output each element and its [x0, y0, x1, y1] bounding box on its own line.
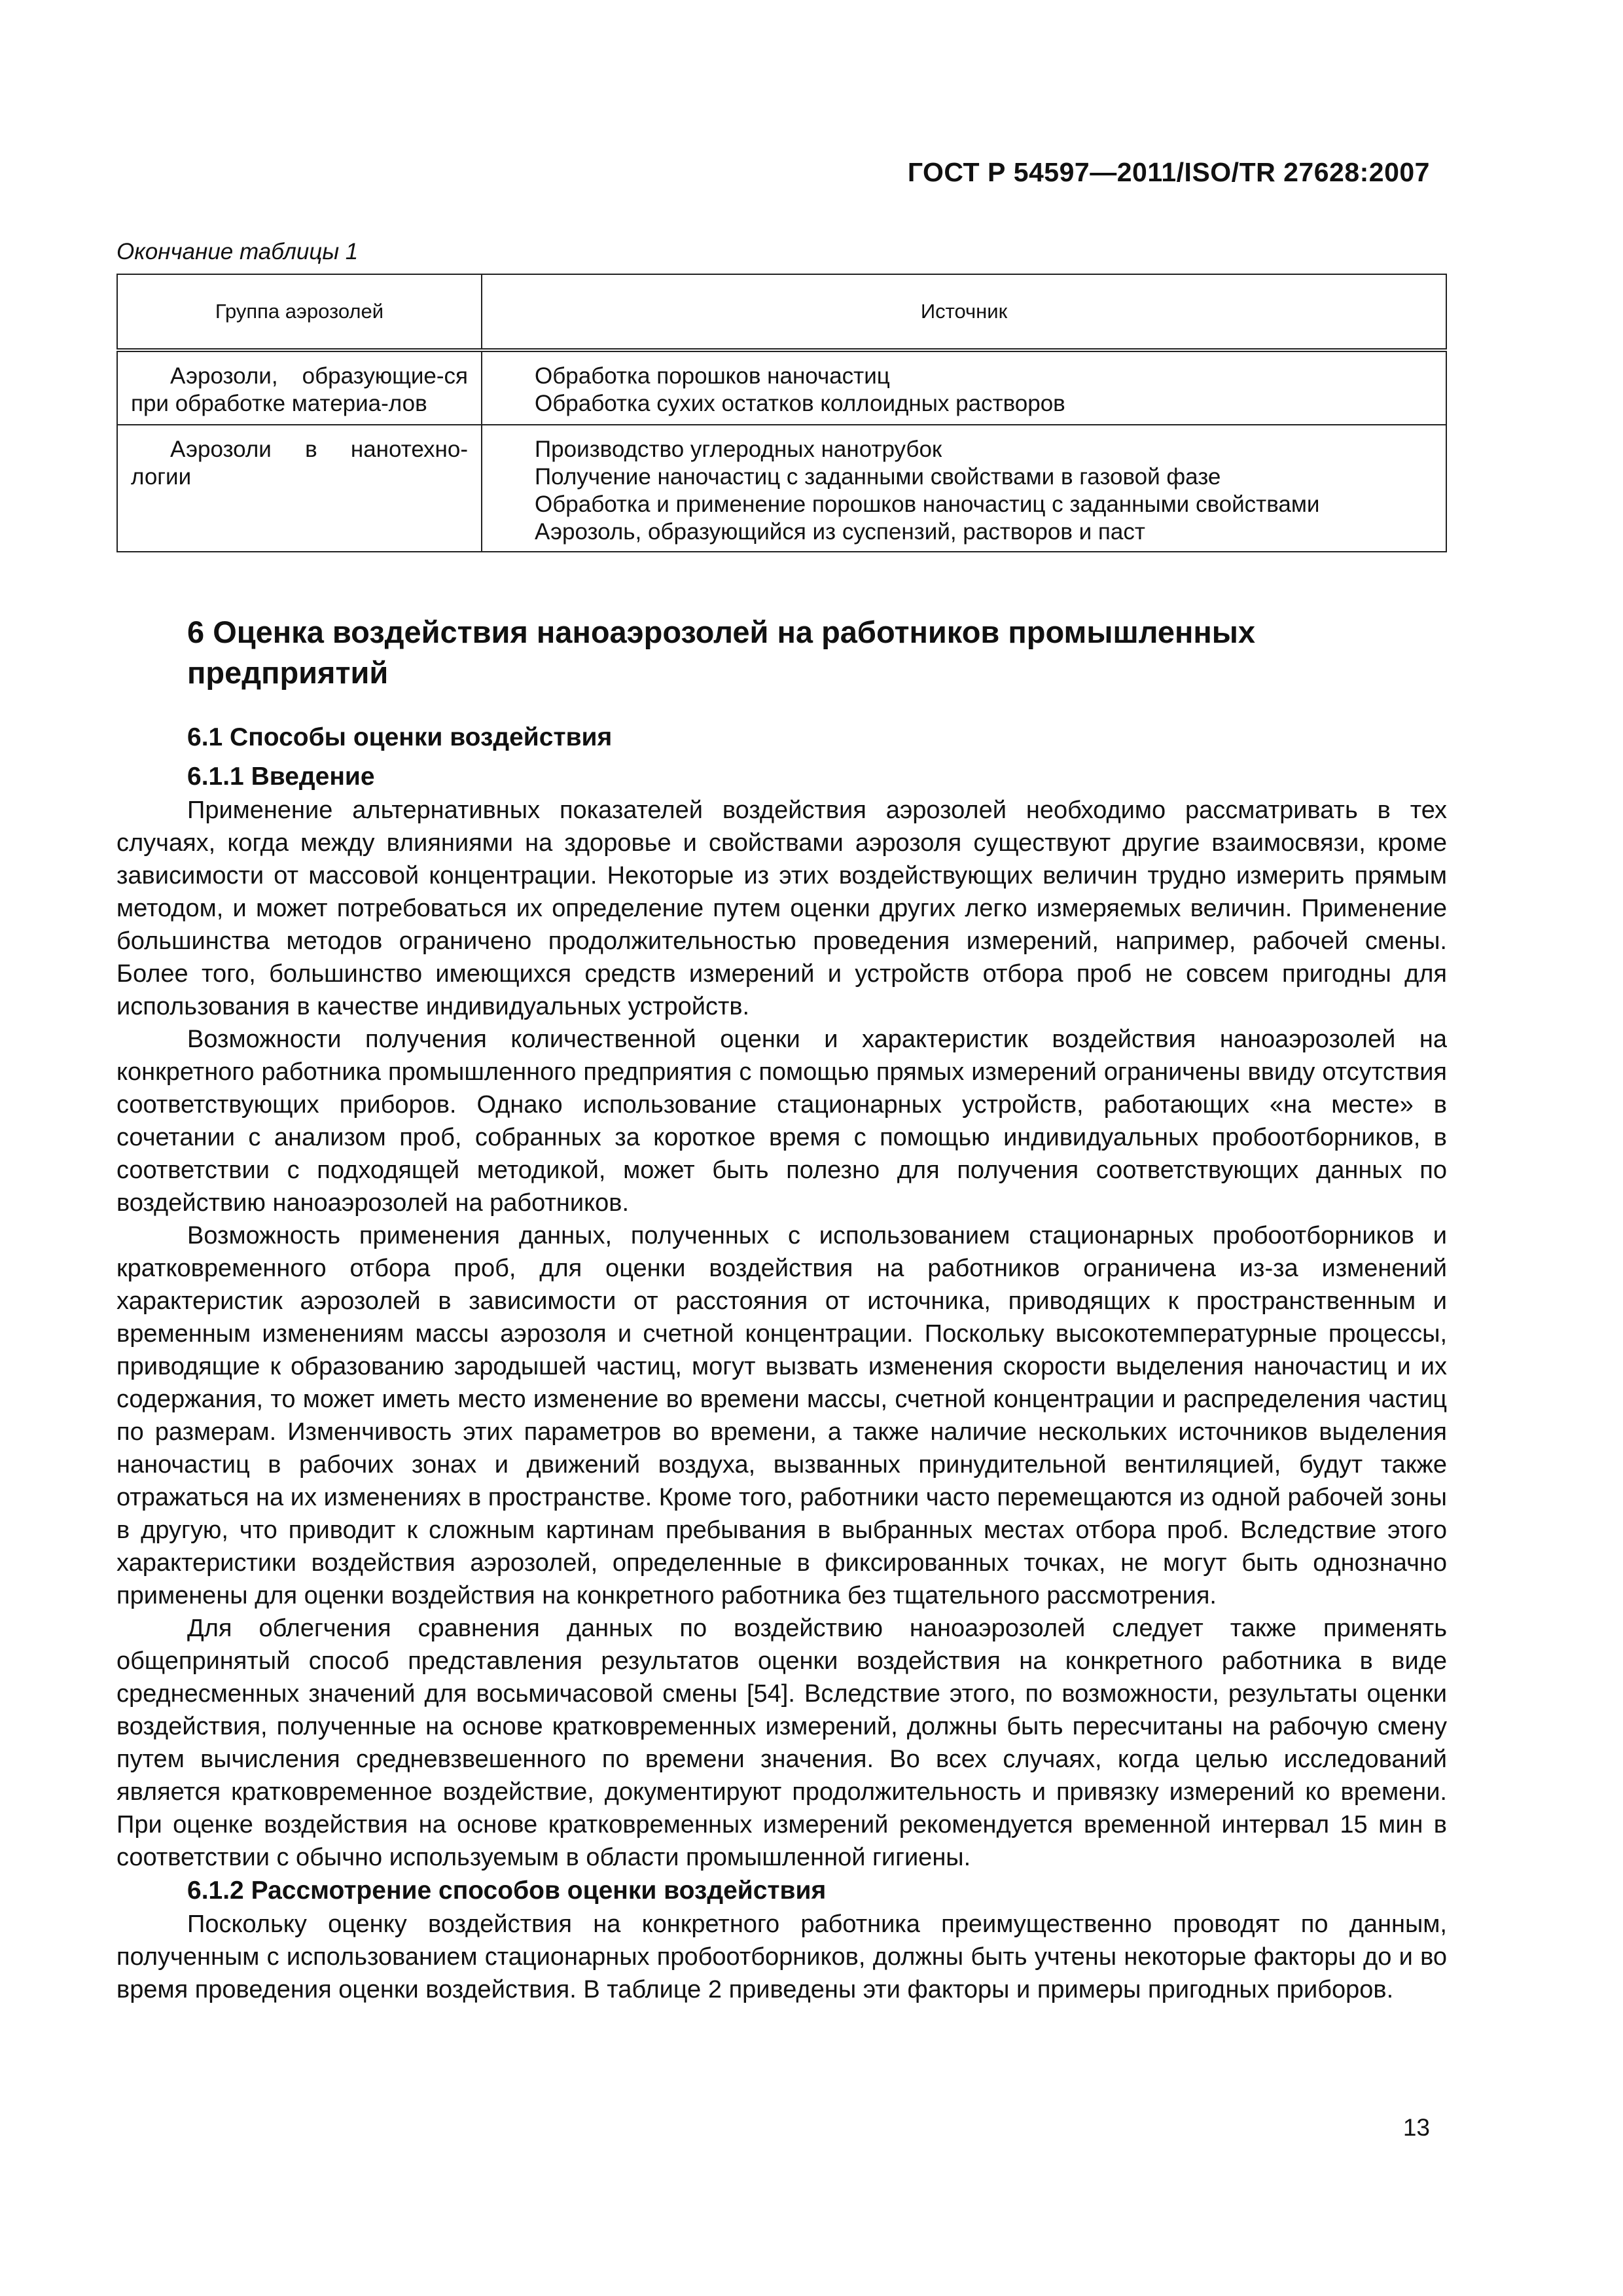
- source-line: Получение наночастиц с заданными свойствами в газовой фазе: [535, 464, 1221, 490]
- source-cell: [482, 350, 1446, 425]
- section-title: 6 Оценка воздействия наноаэрозолей на работников промышленных предприятий: [187, 615, 1256, 690]
- source-line: Обработка и применение порошков наночастиц с заданными свойствами: [535, 492, 1320, 517]
- body-paragraph: Поскольку оценку воздействия на конкретного работника преимущественно проводят по данным, полученным с использованием стационарных пробоотборников, должны быть учтены некоторые факторы до и во время проведения оценки воздействия. В таблице 2 приведены эти факторы и примеры пригодных приборов.: [116, 1910, 1447, 2003]
- source-line: Обработка порошков наночастиц: [535, 363, 890, 389]
- subsubsection-title: 6.1.1 Введение: [187, 762, 375, 791]
- table-row: [117, 425, 1446, 552]
- page-number: 13: [1402, 2114, 1430, 2141]
- body-paragraph: Применение альтернативных показателей воздействия аэрозолей необходимо рассматривать в тех случаях, когда между влияниями на здоровье и свойствами аэрозоля существуют другие взаимосвязи, кроме зависимости от массовой концентрации. Некоторые из этих воздействующих величин трудно измерить прямым методом, и может потребоваться их определение путем оценки других легко измеряемых величин. Применение большинства методов ограничено продолжительностью проведения измерений, например, рабочей смены. Более того, большинство имеющихся средств измерений и устройств отбора проб не совсем пригодны для использования в качестве индивидуальных устройств.: [116, 797, 1447, 1020]
- aerosol-sources-table: [116, 274, 1447, 552]
- body-paragraph: Для облегчения сравнения данных по воздействию наноаэрозолей следует также применять общепринятый способ представления результатов оценки воздействия на конкретного работника в виде среднесменных значений для восьмичасовой смены [54]. Вследствие этого, по возможности, результаты оценки воздействия, полученные на основе кратковременных измерений, должны быть пересчитаны на рабочую смену путем вычисления средневзвешенного по времени значения. Во всех случаях, когда целью исследований является кратковременное воздействие, документируют продолжительность и привязку измерений ко времени. При оценке воздействия на основе кратковременных измерений рекомендуется временной интервал 15 мин в соответствии с обычно используемым в области промышленной гигиены.: [116, 1615, 1447, 1871]
- table-header-row: [117, 274, 1446, 350]
- main-content: [116, 612, 1447, 2006]
- body-paragraph: Возможность применения данных, полученных с использованием стационарных пробоотборников и кратковременного отбора проб, для оценки воздействия на работников ограничена из-за изменений характеристик аэрозолей в зависимости от расстояния от источника, приводящих к пространственным и временным изменениям массы аэрозоля и счетной концентрации. Поскольку высокотемпературные процессы, приводящие к образованию зародышей частиц, могут вызвать изменения скорости выделения наночастиц и их содержания, то может иметь место изменение во времени массы, счетной концентрации и распределения частиц по размерам. Изменчивость этих параметров во времени, а также наличие нескольких источников выделения наночастиц в рабочих зонах и движений воздуха, вызванных принудительной вентиляцией, будут также отражаться на их изменениях в пространстве. Кроме того, работники часто перемещаются из одной рабочей зоны в другую, что приводит к сложным картинам пребывания в выбранных местах отбора проб. Вследствие этого характеристики воздействия аэрозолей, определенные в фиксированных точках, не могут быть однозначно применены для оценки воздействия на конкретного работника без тщательного рассмотрения.: [116, 1222, 1447, 1609]
- aerosol-group-cell: Аэрозоли в нанотехно-логии: [117, 425, 482, 552]
- table-row: [117, 350, 1446, 425]
- column-header-source: Источник: [482, 274, 1446, 350]
- aerosol-group-cell: Аэрозоли, образующие-ся при обработке материа-лов: [117, 350, 482, 425]
- table-caption: Окончание таблицы 1: [116, 239, 359, 264]
- source-line: Производство углеродных нанотрубок: [535, 437, 942, 462]
- source-line: Аэрозоль, образующийся из суспензий, растворов и паст: [535, 519, 1145, 545]
- document-id-header: ГОСТ Р 54597—2011/ISO/TR 27628:2007: [907, 157, 1430, 187]
- source-line: Обработка сухих остатков коллоидных растворов: [535, 391, 1065, 416]
- subsubsection-title: 6.1.2 Рассмотрение способов оценки воздействия: [187, 1876, 827, 1905]
- body-paragraph: Возможности получения количественной оценки и характеристик воздействия наноаэрозолей на конкретного работника промышленного предприятия с помощью прямых измерений ограничены ввиду отсутствия соответствующих приборов. Однако использование стационарных устройств, работающих «на месте» в сочетании с анализом проб, собранных за короткое время с помощью индивидуальных пробоотборников, в соответствии с подходящей методикой, может быть полезно для получения соответствующих данных по воздействию наноаэрозолей на работников.: [116, 1026, 1447, 1217]
- source-cell: [482, 425, 1446, 552]
- column-header-group: Группа аэрозолей: [117, 274, 482, 350]
- subsection-title: 6.1 Способы оценки воздействия: [187, 723, 613, 751]
